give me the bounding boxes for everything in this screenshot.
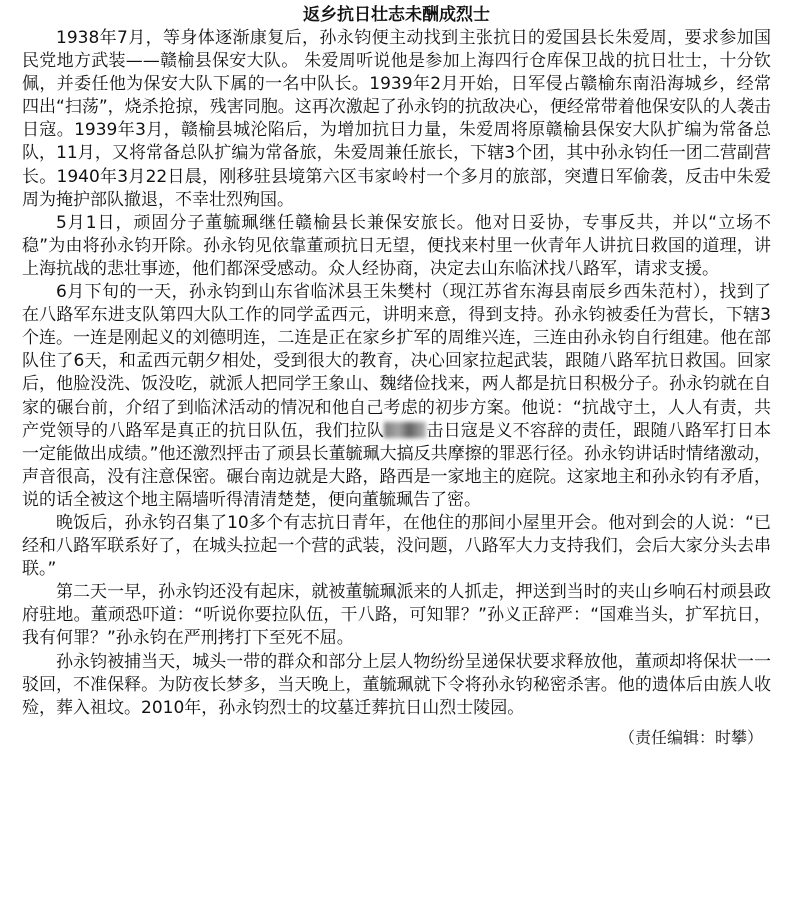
blurred-text-icon xyxy=(384,422,426,438)
article-paragraph: 5月1日，顽固分子董毓珮继任赣榆县长兼保安旅长。他对日妥协，专事反共，并以“立场不稳”为由将孙永钧开除。孙永钧见依靠董顽抗日无望，便找来村里一伙青年人讲抗日救国的道理，讲上海抗战的悲壮事迹，他们都深受感动。众人经协商，决定去山东临沭找八路军，请求支援。 xyxy=(22,212,771,279)
article-paragraph xyxy=(22,281,771,512)
article-paragraph: 孙永钧被捕当天，城头一带的群众和部分上层人物纷纷呈递保状要求释放他，董顽却将保状一一驳回，不准保释。为防夜长梦多，当天晚上，董毓珮就下令将孙永钧秘密杀害。他的遗体后由族人收殓，葬入祖坟。2010年，孙永钧烈士的坟墓迁葬抗日山烈士陵园。 xyxy=(22,651,771,718)
article-paragraph: 1938年7月，等身体逐渐康复后，孙永钧便主动找到主张抗日的爱国县长朱爱周，要求参加国民党地方武装——赣榆县保安大队。 朱爱周听说他是参加上海四行仓库保卫战的抗日壮士，十分钦佩，并委任他为保安大队下属的一名中队长。1939年2月开始，日军侵占赣榆东南沿海城乡，经常四出“扫荡”，烧杀抢掠，残害同胞。这再次激起了孙永钧的抗敌决心，便经常带着他保安队的人袭击日寇。1939年3月，赣榆县城沦陷后，为增加抗日力量，朱爱周将原赣榆县保安大队扩编为常备总队，11月，又将常备总队扩编为常备旅，朱爱周兼任旅长，下辖3个团，其中孙永钧任一团二营副营长。1940年3月22日晨，刚移驻县境第六区韦家岭村一个多月的旅部，突遭日军偷袭，反击中朱爱周为掩护部队撤退，不幸壮烈殉国。 xyxy=(22,28,771,210)
editor-credit: （责任编辑：时攀） xyxy=(618,727,763,747)
article-title: 返乡抗日壮志未酬成烈士 xyxy=(303,5,490,25)
paragraph-text: 击日寇是义不容辞的责任，跟随八路军打日本一定能做出成绩。”他还激烈抨击了顽县长董毓珮大搞反共摩擦的罪恶行径。孙永钧讲话时情绪激动，声音很高，没有注意保密。碾台南边就是大路，路西是一家地主的庭院。这家地主和孙永钧有矛盾，说的话全被这个地主隔墙听得清清楚楚，便向董毓珮告了密。 xyxy=(22,420,772,510)
article-paragraph: 晚饭后，孙永钧召集了10多个有志抗日青年，在他住的那间小屋里开会。他对到会的人说：“已经和八路军联系好了，在城头拉起一个营的武装，没问题，八路军大力支持我们，会后大家分头去串联。” xyxy=(22,512,771,580)
article-paragraph: 第二天一早，孙永钧还没有起床，就被董毓珮派来的人抓走，押送到当时的夹山乡响石村顽县政府驻地。董顽恐吓道：“听说你要拉队伍，干八路，可知罪？”孙义正辞严：“国难当头，扩军抗日，我有何罪？”孙永钧在严刑拷打下至死不屈。 xyxy=(22,582,771,649)
paragraph-text: 6月下旬的一天，孙永钧到山东省临沭县王朱樊村（现江苏省东海县南辰乡西朱范村），找到了在八路军东进支队第四大队工作的同学孟西元，讲明来意，得到支持。孙永钧被委任为营长，下辖3个连。一连是刚起义的刘德明连，二连是正在家乡扩军的周维兴连，三连由孙永钧自行组建。他在部队住了6天，和孟西元朝夕相处，受到很大的教育，决心回家拉起武装，跟随八路军抗日救国。回家后，他脸没洗、饭没吃，就派人把同学王象山、魏绪俭找来，两人都是抗日积极分子。孙永钧就在自家的碾台前，介绍了到临沭活动的情况和他自己考虑的初步方案。他说：“抗战守土，人人有责，共产党领导的八路军是真正的抗日队伍，我们拉队 xyxy=(22,282,771,441)
article-body xyxy=(22,27,771,720)
